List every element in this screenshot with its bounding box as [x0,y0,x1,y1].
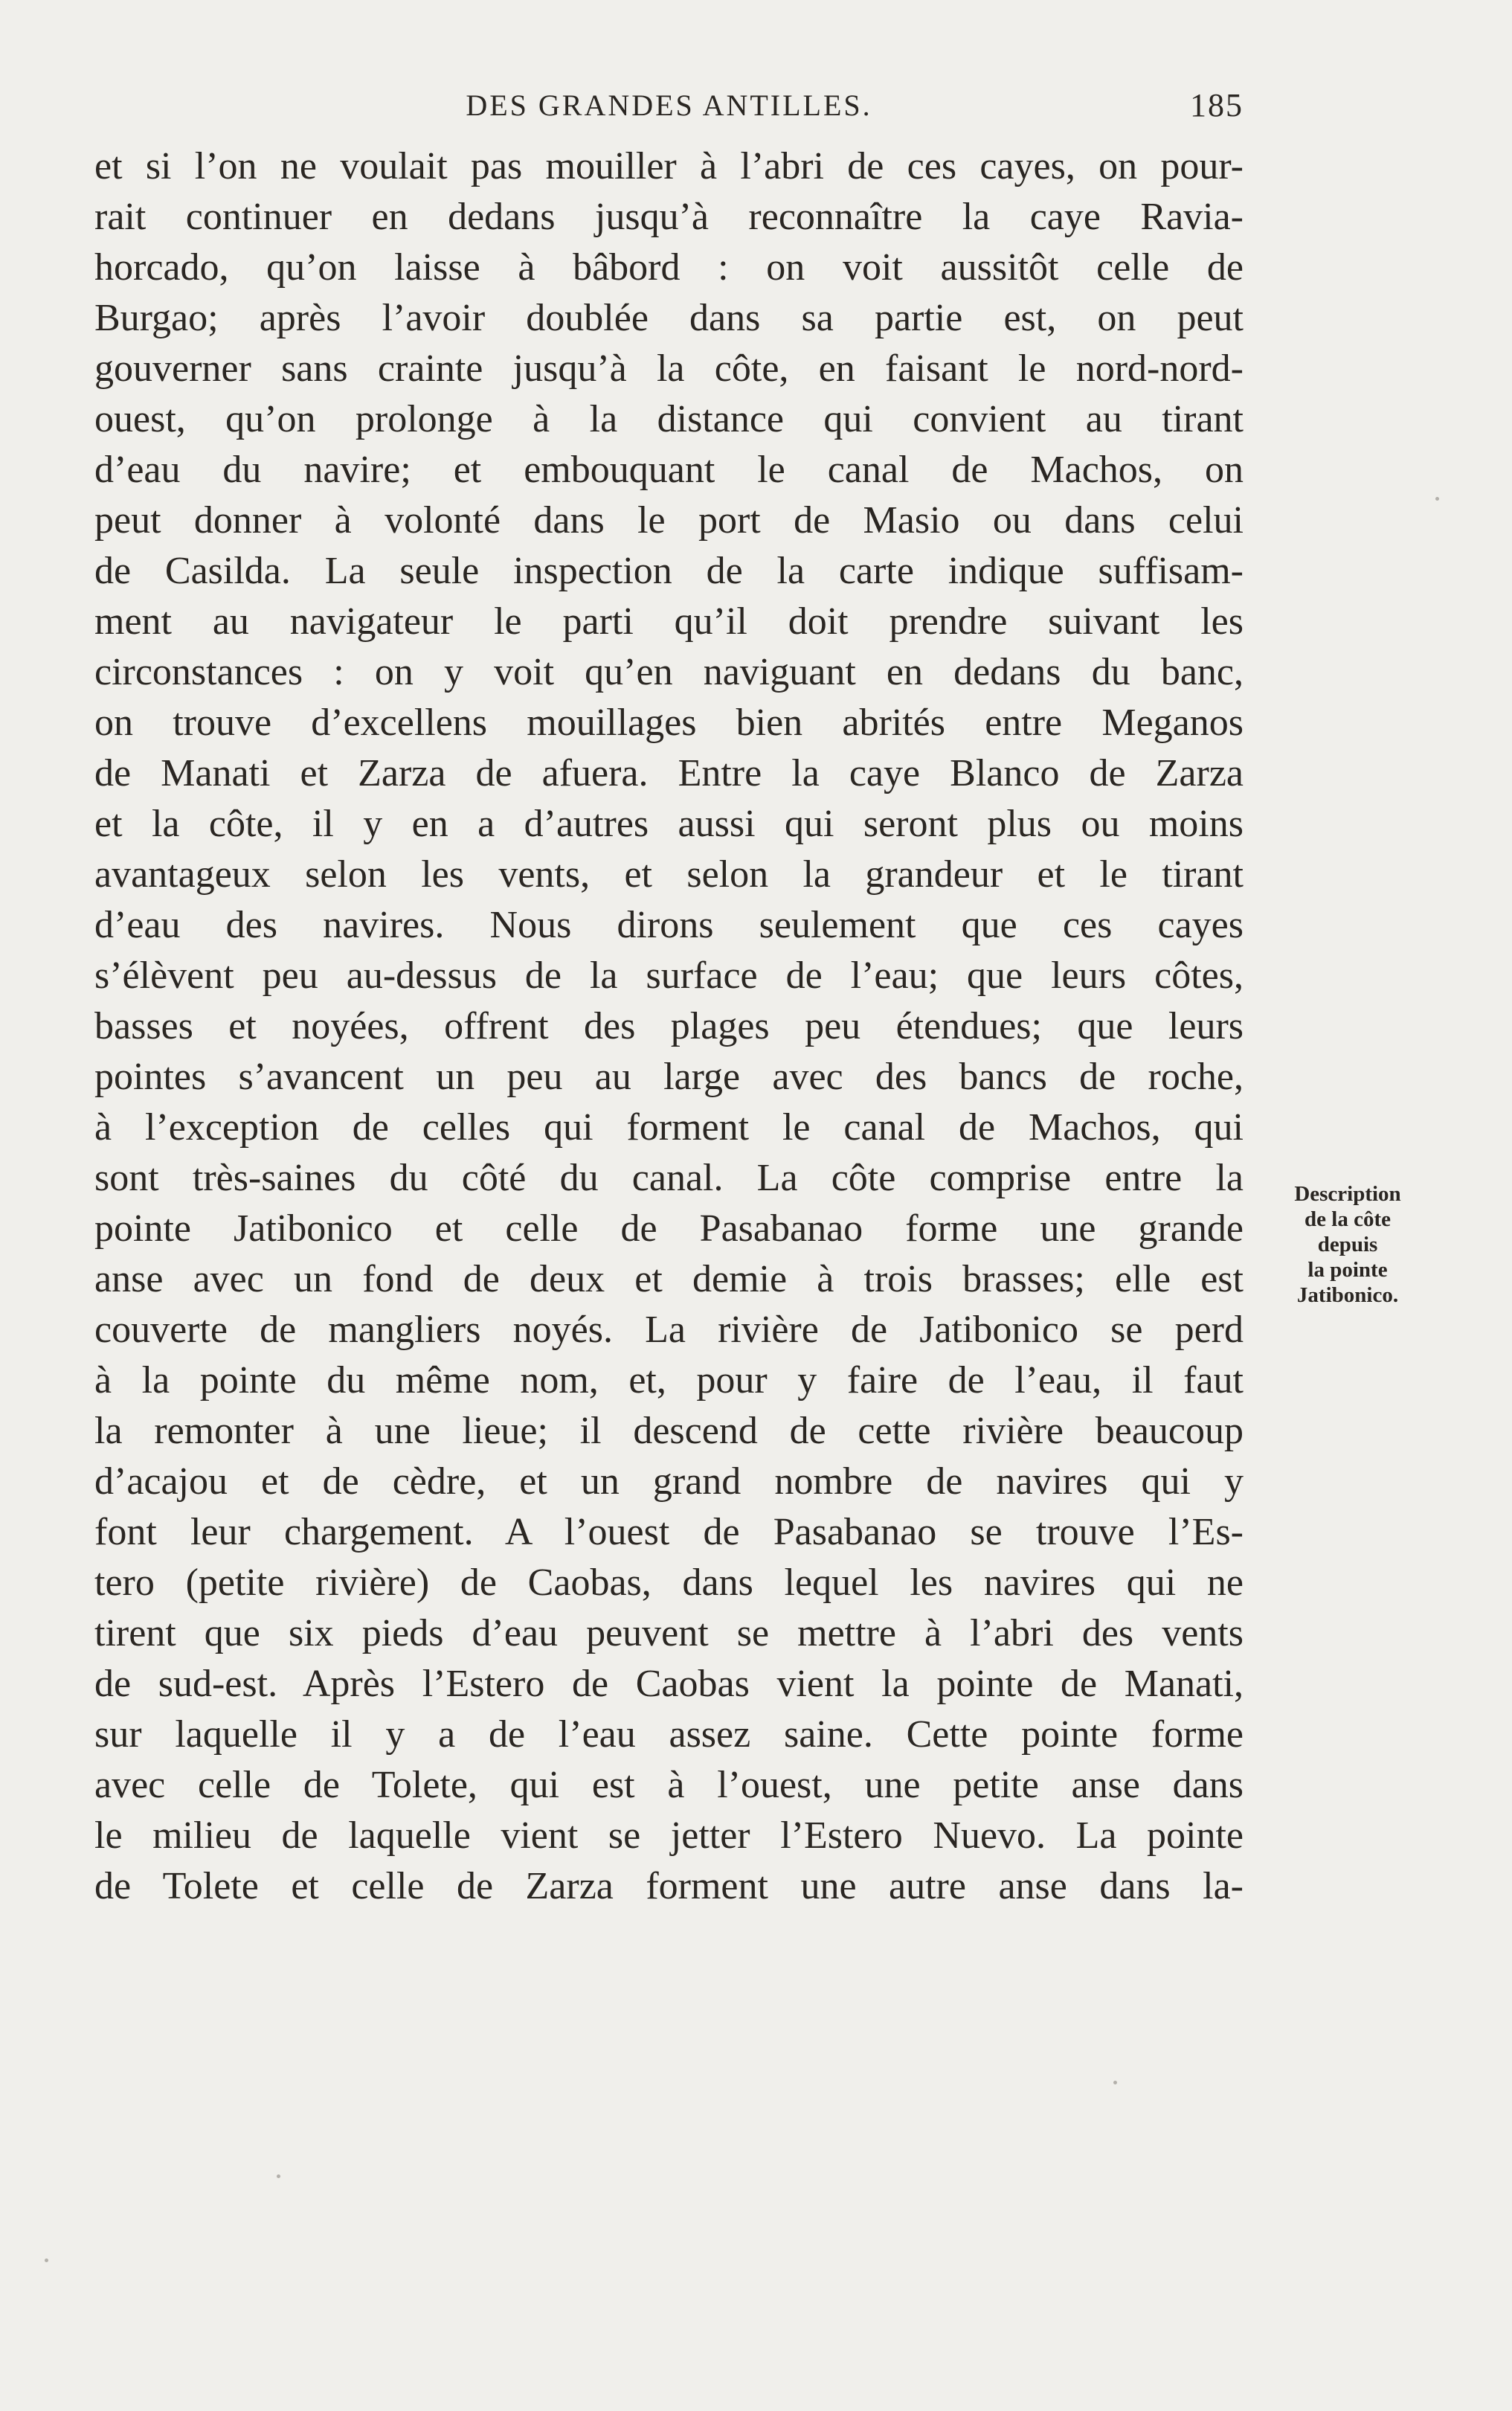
paper-speck [1113,2081,1117,2084]
text-line: tero (petite rivière) de Caobas, dans lequel les navires qui ne [94,1561,1244,1604]
text-line: sur laquelle il y a de l’eau assez saine. Cette pointe forme [94,1713,1244,1756]
text-line: on trouve d’excellens mouillages bien abrités entre Meganos [94,702,1244,744]
text-line: d’acajou et de cèdre, et un grand nombre de navires qui y [94,1460,1244,1503]
text-line: Burgao; après l’avoir doublée dans sa partie est, on peut [94,297,1244,339]
margin-note [1269,1181,1426,1308]
text-line: à la pointe du même nom, et, pour y faire de l’eau, il faut [94,1359,1244,1402]
text-line: s’élèvent peu au-dessus de la surface de l’eau; que leurs côtes, [94,954,1244,997]
text-line: à l’exception de celles qui forment le canal de Machos, qui [94,1106,1244,1149]
text-line: de sud-est. Après l’Estero de Caobas vient la pointe de Manati, [94,1663,1244,1705]
paper-speck [45,2258,48,2262]
text-line: de Tolete et celle de Zarza forment une autre anse dans la- [94,1865,1244,1907]
text-line: le milieu de laquelle vient se jetter l’Estero Nuevo. La pointe [94,1814,1244,1857]
text-line: de Manati et Zarza de afuera. Entre la caye Blanco de Zarza [94,752,1244,794]
text-line: gouverner sans crainte jusqu’à la côte, en faisant le nord-nord- [94,347,1244,390]
margin-note-line: la pointe [1307,1258,1388,1282]
text-line: et la côte, il y en a d’autres aussi qui seront plus ou moins [94,803,1244,845]
text-line: ouest, qu’on prolonge à la distance qui convient au tirant [94,398,1244,440]
paper-speck [277,2174,280,2178]
text-line: la remonter à une lieue; il descend de cette rivière beaucoup [94,1410,1244,1452]
margin-note-line: depuis [1317,1233,1378,1256]
body-text [94,141,1244,1912]
margin-note-line: Description [1294,1182,1401,1206]
text-line: couverte de mangliers noyés. La rivière de Jatibonico se perd [94,1309,1244,1351]
running-head [94,83,1244,128]
text-line: basses et noyées, offrent des plages peu étendues; que leurs [94,1005,1244,1047]
text-line: rait continuer en dedans jusqu’à reconnaître la caye Ravia- [94,196,1244,238]
text-line: sont très-saines du côté du canal. La côte comprise entre la [94,1157,1244,1199]
margin-note-line: Jatibonico. [1296,1283,1399,1307]
text-line: pointe Jatibonico et celle de Pasabanao forme une grande [94,1207,1244,1250]
paper-speck [1435,497,1439,501]
text-line: anse avec un fond de deux et demie à trois brasses; elle est [94,1258,1244,1300]
text-line: peut donner à volonté dans le port de Masio ou dans celui [94,499,1244,542]
text-line: et si l’on ne voulait pas mouiller à l’abri de ces cayes, on pour- [94,145,1244,187]
text-line: d’eau du navire; et embouquant le canal de Machos, on [94,449,1244,491]
text-line: circonstances : on y voit qu’en naviguant en dedans du banc, [94,651,1244,693]
text-line: horcado, qu’on laisse à bâbord : on voit aussitôt celle de [94,246,1244,289]
text-line: de Casilda. La seule inspection de la carte indique suffisam- [94,550,1244,592]
text-line: tirent que six pieds d’eau peuvent se mettre à l’abri des vents [94,1612,1244,1654]
page-number: 185 [1190,87,1244,123]
running-title: DES GRANDES ANTILLES. [466,89,872,122]
text-line: avantageux selon les vents, et selon la grandeur et le tirant [94,853,1244,896]
text-line: d’eau des navires. Nous dirons seulement que ces cayes [94,904,1244,946]
text-line: font leur chargement. A l’ouest de Pasabanao se trouve l’Es- [94,1511,1244,1553]
text-line: avec celle de Tolete, qui est à l’ouest, une petite anse dans [94,1764,1244,1806]
margin-note-line: de la côte [1304,1207,1391,1231]
text-line: pointes s’avancent un peu au large avec des bancs de roche, [94,1056,1244,1098]
text-line: ment au navigateur le parti qu’il doit prendre suivant les [94,600,1244,643]
